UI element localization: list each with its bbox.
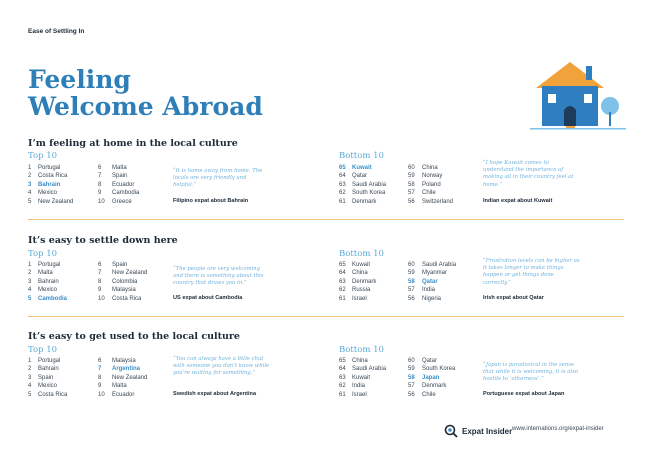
section-3-top-attribution: Swedish expat about Argentina (173, 391, 257, 397)
section-3-bottom-col2 (408, 357, 455, 399)
footer-brand: Expat Insider (462, 426, 513, 436)
list-item: 62 South Korea (339, 190, 386, 197)
list-item: 61 Israel (339, 391, 367, 398)
list-item-highlight: 3 Bahrain (28, 181, 61, 188)
list-item: 2 Bahrain (28, 366, 59, 373)
section-1-bottom-label: Bottom 10 (339, 151, 384, 161)
list-item: 9 Malta (98, 383, 127, 390)
list-item: 56 Chile (408, 391, 436, 398)
list-item: 57 India (408, 287, 436, 294)
list-item: 8 Ecuador (98, 181, 135, 188)
list-item: 56 Nigeria (408, 295, 442, 302)
section-3-bottom-quote: “Japan is paradoxical in the sense that while it is welcoming, it is also hostile to ‘otherness’.” (483, 362, 579, 383)
list-item: 5 New Zealand (28, 198, 74, 205)
house-illustration-icon (530, 58, 626, 134)
list-item: 59 Norway (408, 173, 443, 180)
section-1-bottom-col2 (408, 164, 453, 206)
list-item: 9 Malaysia (98, 287, 136, 294)
list-item: 57 Denmark (408, 383, 447, 390)
list-item: 59 Myanmar (408, 270, 448, 277)
section-2-bottom-quote: “Frustration levels can be higher as it takes longer to make things happen or get things done correctly.” (483, 258, 580, 286)
list-item: 64 Qatar (339, 173, 368, 180)
section-2-bottom-label: Bottom 10 (339, 249, 384, 259)
list-item: 63 Kuwait (339, 374, 371, 381)
list-item: 62 Russia (339, 287, 371, 294)
section-1-top-col1 (28, 164, 73, 206)
section-1-heading: I’m feeling at home in the local culture (28, 138, 238, 149)
list-item: 3 Spain (28, 374, 54, 381)
list-item: 6 Malaysia (98, 358, 136, 364)
section-2-heading: It’s easy to settle down here (28, 235, 178, 246)
list-item: 6 Malta (98, 165, 127, 171)
section-2-top-col2 (98, 261, 147, 303)
magnifier-icon (444, 424, 458, 438)
list-item: 59 South Korea (408, 366, 456, 373)
list-item: 4 Mexico (28, 190, 58, 197)
list-item: 10 Costa Rica (98, 295, 142, 302)
section-2-top-attribution: US expat about Cambodia (173, 295, 243, 301)
title-line-1: Feeling (28, 65, 131, 94)
list-item: 63 Saudi Arabia (339, 181, 387, 188)
page-title (28, 66, 263, 120)
section-3-bottom-attribution: Portuguese expat about Japan (483, 391, 565, 397)
list-item: 4 Mexico (28, 383, 58, 390)
list-item: 7 New Zealand (98, 270, 148, 277)
list-item: 2 Costa Rica (28, 173, 68, 180)
section-1-top-col2 (98, 164, 139, 206)
section-3-top-label: Top 10 (28, 345, 58, 355)
header-label: Ease of Settling In (28, 28, 85, 35)
section-2-bottom-attribution: Irish expat about Qatar (483, 295, 544, 301)
list-item: 6 Spain (98, 262, 128, 268)
list-item: 60 China (408, 165, 438, 171)
list-item: 57 Chile (408, 190, 436, 197)
list-item: 7 Spain (98, 173, 128, 180)
list-item: 3 Bahrain (28, 278, 59, 285)
section-1-top-attribution: Filipino expat about Bahrain (173, 198, 249, 204)
list-item: 64 Saudi Arabia (339, 366, 387, 373)
section-2-top-col1 (28, 261, 67, 303)
list-item: 62 India (339, 383, 366, 390)
title-line-2: Welcome Abroad (28, 92, 263, 121)
section-1-bottom-attribution: Indian expat about Kuwait (483, 198, 553, 204)
list-item: 5 Costa Rica (28, 391, 68, 398)
list-item: 58 Poland (408, 181, 441, 188)
list-item: 10 Greece (98, 198, 132, 205)
list-item: 8 Colombia (98, 278, 138, 285)
section-2-top-label: Top 10 (28, 249, 58, 259)
list-item: 10 Ecuador (98, 391, 135, 398)
section-3-heading: It’s easy to get used to the local culture (28, 331, 240, 342)
list-item: 64 China (339, 270, 368, 277)
list-item: 61 Denmark (339, 198, 377, 205)
list-item: 2 Malta (28, 270, 53, 277)
list-item: 65 Kuwait (339, 262, 371, 268)
section-3-top-quote: “You can always have a little chat with someone you don’t know while you’re waiting for something.” (173, 356, 270, 377)
footer-logo (444, 424, 512, 438)
section-2-bottom-col2 (408, 261, 456, 303)
section-1-top-quote: “It is home away from home. The locals are very friendly and helpful.” (173, 168, 263, 189)
list-item: 4 Mexico (28, 287, 58, 294)
section-divider (28, 219, 624, 220)
section-divider (28, 316, 624, 317)
list-item: 1 Portugal (28, 165, 61, 171)
list-item: 60 Qatar (408, 358, 438, 364)
list-item: 8 New Zealand (98, 374, 148, 381)
list-item: 1 Portugal (28, 358, 61, 364)
section-3-bottom-label: Bottom 10 (339, 345, 384, 355)
list-item-highlight: 58 Qatar (408, 278, 438, 285)
list-item-highlight: 7 Argentina (98, 366, 141, 373)
section-3-bottom-col1 (339, 357, 386, 399)
list-item: 60 Saudi Arabia (408, 262, 457, 268)
section-3-top-col1 (28, 357, 67, 399)
section-2-top-quote: “The people are very welcoming and there is something about this country that draws you in.” (173, 266, 264, 287)
list-item: 9 Cambodia (98, 190, 140, 197)
list-item: 63 Denmark (339, 278, 377, 285)
section-2-bottom-col1 (339, 261, 376, 303)
section-1-top-label: Top 10 (28, 151, 58, 161)
list-item-highlight: 65 Kuwait (339, 165, 372, 171)
section-1-bottom-col1 (339, 164, 386, 206)
footer-url[interactable]: www.internations.org/expat-insider (512, 426, 604, 432)
list-item: 56 Switzerland (408, 198, 454, 205)
section-3-top-col2 (98, 357, 147, 399)
list-item: 61 Israel (339, 295, 367, 302)
list-item: 65 China (339, 358, 368, 364)
section-1-bottom-quote: “I hope Kuwait comes to understand the importance of making all in their country feel at home.” (483, 160, 574, 188)
list-item-highlight: 58 Japan (408, 374, 440, 381)
list-item-highlight: 5 Cambodia (28, 295, 68, 302)
list-item: 1 Portugal (28, 262, 61, 268)
